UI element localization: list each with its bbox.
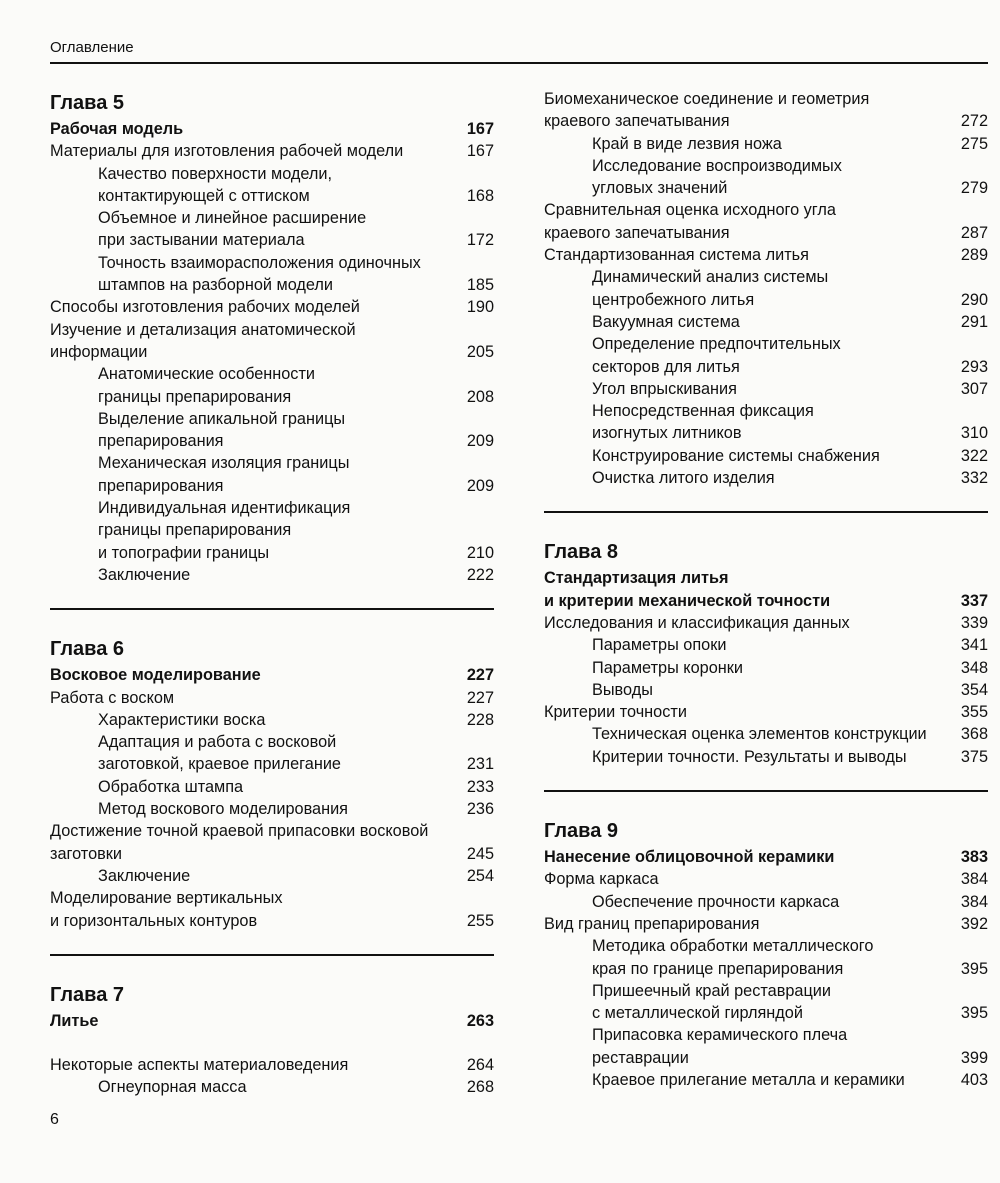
toc-chapter <box>50 88 494 586</box>
toc-entry-title: Припасовка керамического плеча реставрации <box>592 1026 848 1067</box>
chapter-title-entry[interactable] <box>50 118 494 140</box>
toc-entry-title: Моделирование вертикальных и горизонтальных контуров <box>50 889 283 930</box>
toc-entry-page: 403 <box>960 1070 988 1089</box>
toc-entry-page: 255 <box>466 911 494 930</box>
toc-entry[interactable] <box>544 199 988 244</box>
toc-entry-title: Рабочая модель <box>50 120 184 138</box>
toc-entry-page: 172 <box>466 231 494 250</box>
toc-entry-title: Материалы для изготовления рабочей модели <box>50 142 404 161</box>
toc-entry-page: 339 <box>960 613 988 632</box>
toc-entry-title: Характеристики воска <box>98 710 266 729</box>
toc-entry[interactable] <box>50 1076 494 1098</box>
toc-entry-page: 233 <box>466 777 494 796</box>
toc-entry-title: Динамический анализ системы центробежного литья <box>592 268 829 309</box>
toc-entry-page: 208 <box>466 387 494 406</box>
toc-entry-page: 231 <box>466 755 494 774</box>
toc-entry-title: Биомеханическое соединение и геометрия краевого запечатывания <box>544 90 870 131</box>
toc-entry[interactable] <box>544 244 988 266</box>
toc-entry[interactable] <box>50 1054 494 1076</box>
toc-entry-title: Определение предпочтительных секторов для литья <box>592 335 841 376</box>
toc-entry-page: 375 <box>960 747 988 766</box>
toc-entry-title: Непосредственная фиксация изогнутых литников <box>592 402 814 443</box>
toc-entry-page: 384 <box>960 870 988 889</box>
toc-entry[interactable] <box>544 935 988 980</box>
toc-entry-page: 272 <box>960 112 988 131</box>
toc-entry[interactable] <box>544 467 988 489</box>
toc-entry-title: Обеспечение прочности каркаса <box>592 892 840 911</box>
toc-entry-title: Заключение <box>98 565 191 584</box>
toc-entry[interactable] <box>50 709 494 731</box>
toc-entry-title: Исследования и классификация данных <box>544 613 850 632</box>
toc-entry-page: 354 <box>960 680 988 699</box>
toc-entry-title: Адаптация и работа с восковой заготовкой, краевое прилегание <box>98 733 341 774</box>
toc-entry-page: 337 <box>960 591 988 610</box>
toc-entry-title: Точность взаиморасположения одиночных штампов на разборной модели <box>98 253 421 295</box>
toc-entry-title: Пришеечный край реставрации с металлической гирляндой <box>592 981 831 1023</box>
toc-entry-page: 227 <box>466 688 494 707</box>
toc-entry[interactable] <box>544 612 988 634</box>
chapter-label: Глава 9 <box>544 820 619 843</box>
toc-entry-title: Стандартизованная система литья <box>544 246 809 265</box>
toc-entry[interactable] <box>544 1069 988 1091</box>
toc-entry-title: Достижение точной краевой припасовки восковой заготовки <box>50 822 429 863</box>
toc-entry-title: Объемное и линейное расширение при застывании материала <box>98 209 367 250</box>
toc-entry-page: 264 <box>466 1056 494 1075</box>
toc-entry[interactable] <box>544 378 988 400</box>
chapter-title-entry[interactable] <box>544 567 988 612</box>
toc-entry-page: 291 <box>960 312 988 331</box>
toc-entry-title: Критерии точности <box>544 703 687 722</box>
toc-entry[interactable] <box>544 88 988 133</box>
toc-entry-title: Конструирование системы снабжения <box>592 446 880 465</box>
toc-entry-page: 384 <box>960 892 988 911</box>
chapter-title-entry[interactable] <box>50 1010 494 1032</box>
toc-right-column <box>544 88 988 1091</box>
toc-chapter <box>50 608 494 932</box>
toc-entry[interactable] <box>50 687 494 709</box>
toc-entry-page: 190 <box>466 298 494 317</box>
toc-entry-title: Механическая изоляция границы препарирования <box>98 454 350 495</box>
toc-entry-title: Вакуумная система <box>592 312 740 331</box>
toc-entry-title: Очистка литого изделия <box>592 469 775 488</box>
toc-entry[interactable] <box>544 980 988 1025</box>
toc-entry-page: 287 <box>960 223 988 242</box>
toc-entry[interactable] <box>544 266 988 311</box>
toc-entry-title: Огнеупорная масса <box>98 1078 247 1097</box>
toc-entry-title: Некоторые аспекты материаловедения <box>50 1056 349 1075</box>
toc-entry-page: 167 <box>466 120 494 138</box>
toc-entry[interactable] <box>544 133 988 155</box>
toc-entry[interactable] <box>544 868 988 890</box>
toc-entry[interactable] <box>50 820 494 865</box>
toc-entry-page: 368 <box>960 725 988 744</box>
toc-entry-title: Параметры опоки <box>592 636 727 655</box>
toc-entry[interactable] <box>544 634 988 656</box>
toc-entry-page: 290 <box>960 290 988 309</box>
toc-entry-page: 210 <box>466 543 494 562</box>
toc-entry[interactable] <box>50 408 494 453</box>
toc-entry-page: 236 <box>466 800 494 819</box>
toc-entry-page: 268 <box>466 1078 494 1097</box>
toc-entry-page: 222 <box>466 565 494 584</box>
toc-entry[interactable] <box>544 1024 988 1069</box>
toc-entry[interactable] <box>544 723 988 745</box>
toc-entry-page: 395 <box>960 959 988 978</box>
toc-entry-page: 279 <box>960 179 988 198</box>
toc-entry-title: Обработка штампа <box>98 777 244 796</box>
toc-entry-page: 263 <box>466 1011 494 1030</box>
toc-entry[interactable] <box>50 207 494 252</box>
toc-entry-page: 355 <box>960 703 988 722</box>
toc-entry-title: Заключение <box>98 866 191 885</box>
chapter-title-entry[interactable] <box>544 846 988 868</box>
toc-entry[interactable] <box>50 798 494 820</box>
toc-entry[interactable] <box>544 445 988 467</box>
toc-entry[interactable] <box>50 452 494 497</box>
toc-entry-page: 185 <box>466 276 494 295</box>
toc-entry[interactable] <box>50 564 494 586</box>
toc-entry-title: Индивидуальная идентификация границы препарирования и топографии границы <box>98 499 351 562</box>
toc-entry-page: 209 <box>466 432 494 451</box>
toc-entry[interactable] <box>544 657 988 679</box>
toc-entry-title: Форма каркаса <box>544 870 659 889</box>
toc-entry-title: Выводы <box>592 680 653 699</box>
toc-entry-page: 209 <box>466 476 494 495</box>
toc-entry-page: 322 <box>960 446 988 465</box>
toc-entry-page: 168 <box>466 186 494 205</box>
toc-entry[interactable] <box>50 140 494 162</box>
toc-entry-page: 307 <box>960 379 988 398</box>
toc-entry-title: Сравнительная оценка исходного угла краевого запечатывания <box>544 201 836 242</box>
toc-entry-title: Вид границ препарирования <box>544 914 760 933</box>
toc-entry-page: 254 <box>466 866 494 885</box>
toc-entry[interactable] <box>50 163 494 208</box>
toc-entry[interactable] <box>544 333 988 378</box>
toc-entry-page: 392 <box>960 914 988 933</box>
toc-entry-page: 395 <box>960 1004 988 1023</box>
toc-entry-title: Критерии точности. Результаты и выводы <box>592 747 907 766</box>
toc-entry[interactable] <box>50 887 494 932</box>
page-number: 6 <box>50 1111 59 1128</box>
toc-entry-title: Угол впрыскивания <box>592 379 737 398</box>
toc-entry-page: 341 <box>960 636 988 655</box>
toc-entry[interactable] <box>544 746 988 768</box>
toc-entry-page: 293 <box>960 357 988 376</box>
toc-entry[interactable] <box>50 319 494 364</box>
toc-entry[interactable] <box>50 497 494 564</box>
toc-entry[interactable] <box>544 701 988 723</box>
toc-entry[interactable] <box>544 311 988 333</box>
toc-entry[interactable] <box>50 363 494 408</box>
toc-entry-page: 399 <box>960 1048 988 1067</box>
toc-entry-page: 275 <box>960 134 988 153</box>
toc-entry-title: Параметры коронки <box>592 658 743 677</box>
running-header: Оглавление <box>50 38 988 64</box>
toc-entry-page: 227 <box>466 666 494 685</box>
toc-entry-page: 245 <box>466 844 494 863</box>
toc-entry[interactable] <box>544 891 988 913</box>
toc-chapter <box>50 954 494 1099</box>
chapter-label: Глава 6 <box>50 638 125 661</box>
toc-entry-page: 383 <box>960 848 988 867</box>
chapter-label: Глава 8 <box>544 541 619 564</box>
toc-entry-title: Способы изготовления рабочих моделей <box>50 298 360 317</box>
toc-entry-title: Методика обработки металлического края по границе препарирования <box>592 937 874 978</box>
toc-entry-page: 205 <box>466 342 494 361</box>
toc-entry-title: Выделение апикальной границы препарирования <box>98 409 346 451</box>
toc-entry[interactable] <box>50 296 494 318</box>
toc-entry[interactable] <box>544 155 988 200</box>
toc-entry[interactable] <box>50 865 494 887</box>
toc-entry-page: 289 <box>960 246 988 265</box>
toc-entry-title: Исследование воспроизводимых угловых значений <box>592 156 842 198</box>
toc-entry-title: Краевое прилегание металла и керамики <box>592 1070 905 1089</box>
toc-entry[interactable] <box>544 679 988 701</box>
toc-chapter <box>544 790 988 1091</box>
chapter-label: Глава 7 <box>50 983 125 1006</box>
toc-entry-title: Восковое моделирование <box>50 666 261 685</box>
toc-chapter <box>544 511 988 768</box>
toc-entry-title: Анатомические особенности границы препарирования <box>98 365 315 406</box>
toc-entry-title: Техническая оценка элементов конструкции <box>592 725 927 744</box>
toc-entry-title: Стандартизация литья и критерии механической точности <box>544 569 831 610</box>
toc-entry[interactable] <box>544 913 988 935</box>
toc-entry-title: Край в виде лезвия ножа <box>592 134 782 153</box>
toc-entry[interactable] <box>50 776 494 798</box>
toc-entry-title: Изучение и детализация анатомической информации <box>50 320 356 361</box>
toc-entry[interactable] <box>544 400 988 445</box>
toc-entry[interactable] <box>50 252 494 297</box>
toc-entry-page: 167 <box>466 142 494 161</box>
toc-entry-page: 332 <box>960 469 988 488</box>
toc-entry-title: Нанесение облицовочной керамики <box>544 848 835 867</box>
toc-left-column <box>50 88 494 1099</box>
toc-entry-page: 228 <box>466 710 494 729</box>
toc-entry-page: 310 <box>960 424 988 443</box>
toc-entry-title: Качество поверхности модели, контактирующей с оттиском <box>98 164 333 205</box>
toc-entry[interactable] <box>50 731 494 776</box>
toc-chapter <box>544 88 988 489</box>
toc-entry-title: Работа с воском <box>50 688 175 707</box>
toc-entry-page: 348 <box>960 658 988 677</box>
toc-entry-title: Литье <box>50 1011 99 1030</box>
chapter-title-entry[interactable] <box>50 664 494 686</box>
toc-entry-title: Метод воскового моделирования <box>98 800 348 819</box>
chapter-label: Глава 5 <box>50 92 125 114</box>
